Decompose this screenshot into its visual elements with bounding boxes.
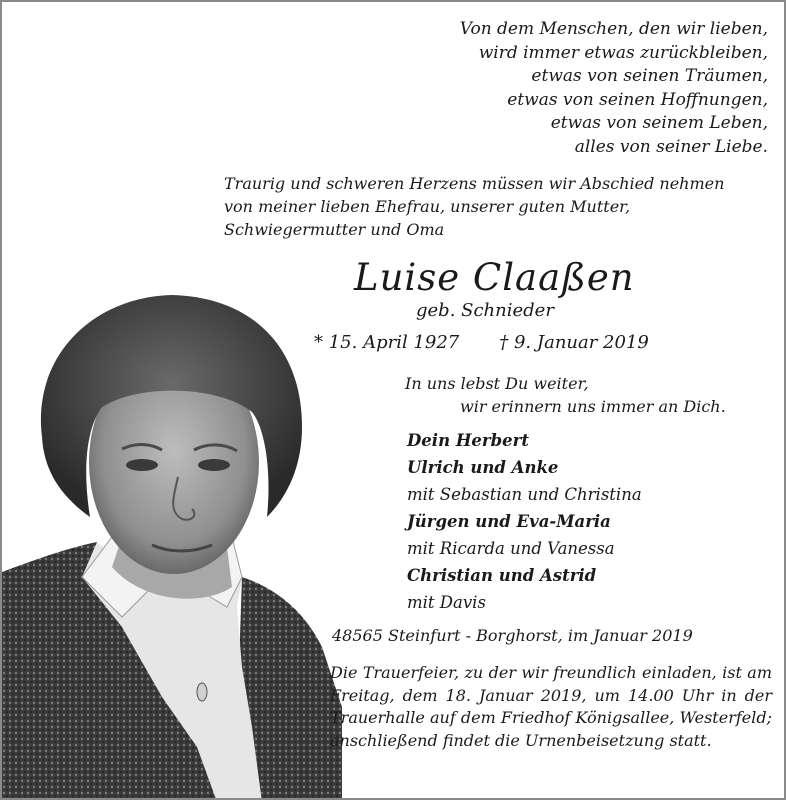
poem-line: alles von seiner Liebe. xyxy=(574,136,768,157)
intro-line: von meiner lieben Ehefrau, unserer guten Mutter, xyxy=(224,197,631,216)
intro-line: Schwiegermutter und Oma xyxy=(224,220,445,239)
poem xyxy=(248,18,768,159)
quote xyxy=(405,372,775,418)
maiden-name: geb. Schnieder xyxy=(416,300,554,321)
intro-text xyxy=(224,172,774,241)
poem-line: wird immer etwas zurückbleiben, xyxy=(478,42,768,63)
quote-line: wir erinnern uns immer an Dich. xyxy=(460,397,726,416)
family-list xyxy=(407,427,777,616)
family-member: mit Davis xyxy=(407,593,486,612)
place-date: 48565 Steinfurt - Borghorst, im Januar 2019 xyxy=(332,626,693,645)
deceased-name: Luise Claaßen xyxy=(354,256,635,299)
poem-line: etwas von seinen Hoffnungen, xyxy=(507,89,768,110)
death-date: † 9. Januar 2019 xyxy=(499,332,649,353)
family-member: mit Ricarda und Vanessa xyxy=(407,539,615,558)
birth-date: * 15. April 1927 xyxy=(314,332,460,353)
family-member: Ulrich und Anke xyxy=(407,458,559,477)
poem-line: etwas von seinem Leben, xyxy=(550,113,768,133)
intro-line: Traurig und schweren Herzens müssen wir Abschied nehmen xyxy=(224,174,725,193)
life-dates xyxy=(314,332,734,353)
poem-line: etwas von seinen Träumen, xyxy=(531,66,768,86)
poem-line: Von dem Menschen, den wir lieben, xyxy=(459,19,768,39)
family-member: Jürgen und Eva-Maria xyxy=(407,512,611,531)
portrait-photo xyxy=(2,287,342,800)
quote-line: In uns lebst Du weiter, xyxy=(405,374,589,393)
family-member: Dein Herbert xyxy=(407,431,529,450)
family-member: mit Sebastian und Christina xyxy=(407,485,642,504)
funeral-info: Die Trauerfeier, zu der wir freundlich einladen, ist am Freitag, dem 18. Januar 2019, um 14.00 Uhr in der Trauerhalle auf dem Friedhof Königsallee, Westerfeld; anschließend findet die Urnenbeisetzung statt. xyxy=(330,663,772,750)
family-member: Christian und Astrid xyxy=(407,566,597,585)
